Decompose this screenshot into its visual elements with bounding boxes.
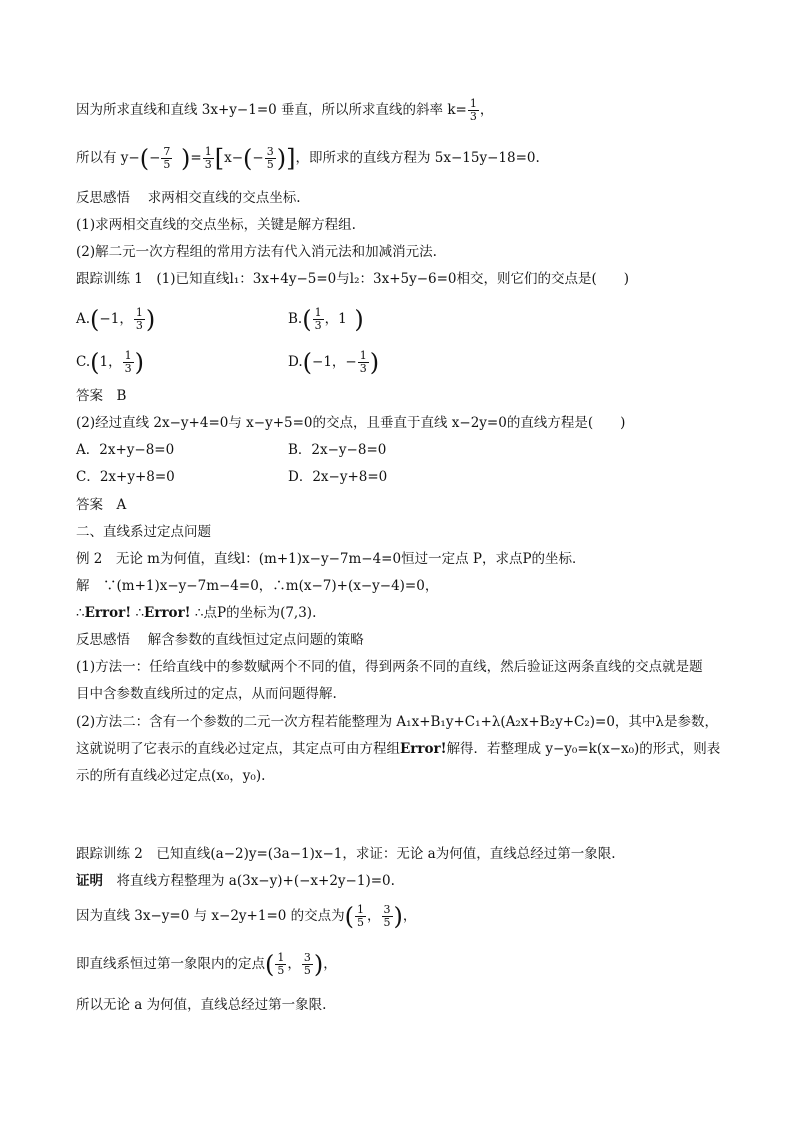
method-2-line-1: (2)方法二：含有一个参数的二元一次方程若能整理为 A₁x+B₁y+C₁+λ(A₂x+B₂y+C₂)=0，其中λ是参数， bbox=[76, 714, 718, 730]
option-2d: D．2x−y+8=0 bbox=[288, 469, 388, 485]
method-1-line-2: 目中含参数直线所过的定点，从而问题得解. bbox=[76, 686, 337, 702]
exercise-1-part-2: (2)经过直线 2x−y+4=0与 x−y+5=0的交点，且垂直于直线 x−2y=0的直线方程是( ) bbox=[76, 415, 626, 431]
solution-step-1: 解 ∵(m+1)x−y−7m−4=0，∴m(x−7)+(x−y−4)=0， bbox=[76, 578, 439, 594]
option-2c: C．2x+y+8=0 bbox=[76, 469, 175, 485]
solution-line-2: 所以有 y−(− $\frac{7}{5}$ )= $\frac{1}{3}$ [x−(− $\frac{3}{5}$ )]，即所求的直线方程为 5x−15y−18=0. bbox=[76, 144, 540, 173]
proof-line-3: 即直线系恒过第一象限内的定点( $\frac{1}{5}$ ， $\frac{3}{5}$ )， bbox=[76, 950, 337, 979]
solution-line-1: 因为所求直线和直线 3x+y−1=0 垂直，所以所求直线的斜率 k= $\frac{1}{3}$ ， bbox=[76, 97, 494, 123]
fraction: $\frac{1}{3}$ bbox=[469, 97, 477, 123]
answer-1: 答案 B bbox=[76, 388, 127, 404]
solution-step-2: ∴Error! ∴Error! ∴点P的坐标为(7,3). bbox=[76, 605, 317, 621]
option-a: A.(−1， $\frac{1}{3}$ ) bbox=[76, 305, 156, 334]
answer-2: 答案 A bbox=[76, 497, 127, 513]
fraction: $\frac{1}{3}$ bbox=[204, 145, 212, 171]
reflection-point-2: (2)解二元一次方程组的常用方法有代入消元法和加减消元法. bbox=[76, 244, 437, 260]
option-2b: B．2x−y−8=0 bbox=[288, 442, 387, 458]
example-2: 例 2 无论 m为何值，直线l：(m+1)x−y−7m−4=0恒过一定点 P，求点P的坐标． bbox=[76, 551, 586, 567]
text: 因为所求直线和直线 3x+y−1=0 垂直，所以所求直线的斜率 k= bbox=[76, 102, 467, 118]
method-2-line-3: 示的所有直线必过定点(x₀，y₀). bbox=[76, 768, 266, 784]
option-2a: A．2x+y−8=0 bbox=[76, 442, 175, 458]
exercise-1-question: 跟踪训练 1 (1)已知直线l₁：3x+4y−5=0与l₂：3x+5y−6=0相交，则它们的交点是( ) bbox=[76, 271, 630, 287]
proof-conclusion: 所以无论 a 为何值，直线总经过第一象限. bbox=[76, 997, 327, 1013]
proof-line-2: 因为直线 3x−y=0 与 x−2y+1=0 的交点为( $\frac{1}{5}$ ， $\frac{3}{5}$ )， bbox=[76, 902, 417, 931]
fraction: $\frac{3}{5}$ bbox=[266, 145, 274, 171]
reflection-heading: 反思感悟 求两相交直线的交点坐标. bbox=[76, 190, 301, 206]
fraction: $\frac{7}{5}$ bbox=[163, 145, 171, 171]
option-b: B.( $\frac{1}{3}$ ，1 ) bbox=[288, 305, 364, 334]
reflection-heading-2: 反思感悟 解含参数的直线恒过定点问题的策略 bbox=[76, 632, 364, 648]
option-d: D.(−1，− $\frac{1}{3}$ ) bbox=[288, 348, 380, 377]
reflection-point-1: (1)求两相交直线的交点坐标，关键是解方程组. bbox=[76, 217, 356, 233]
method-2-line-2: 这就说明了它表示的直线必过定点，其定点可由方程组Error!解得．若整理成 y−y₀=k(x−x₀)的形式，则表 bbox=[76, 741, 721, 757]
exercise-2-question: 跟踪训练 2 已知直线(a−2)y=(3a−1)x−1，求证：无论 a为何值，直线总经过第一象限. bbox=[76, 846, 616, 862]
option-c: C.(1， $\frac{1}{3}$ ) bbox=[76, 348, 144, 377]
proof-line-1: 证明 将直线方程整理为 a(3x−y)+(−x+2y−1)=0. bbox=[76, 873, 395, 889]
method-1-line-1: (1)方法一：任给直线中的参数赋两个不同的值，得到两条不同的直线，然后验证这两条直线的交点就是题 bbox=[76, 659, 703, 675]
section-heading: 二、直线系过定点问题 bbox=[76, 524, 211, 540]
